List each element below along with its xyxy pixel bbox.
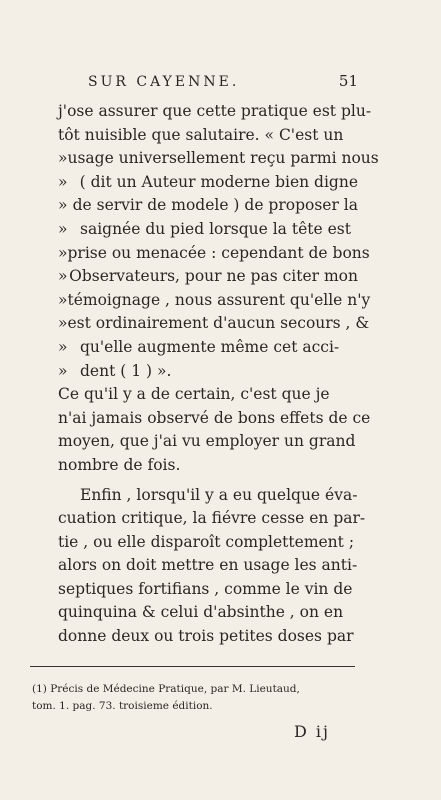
- quoted-line: » prise ou menacée : cependant de bons: [58, 243, 370, 262]
- footnote: [32, 681, 367, 715]
- text-line: quinquina & celui d'absinthe , on en: [58, 603, 344, 622]
- quoted-line: » témoignage , nous assurent qu'elle n'y: [58, 290, 371, 309]
- quoted-line: » saignée du pied lorsque la tête est: [58, 219, 351, 238]
- body-text: [58, 100, 379, 649]
- quoted-line: » de servir de modele ) de proposer la: [58, 196, 358, 215]
- text-line: alors on doit mettre en usage les anti-: [58, 556, 358, 575]
- quoted-line: » usage universellement reçu parmi nous: [58, 149, 379, 168]
- footnote-line: tom. 1. pag. 73. troisieme édition.: [32, 700, 213, 712]
- text-line: j'ose assurer que cette pratique est plu-: [58, 102, 372, 120]
- quoted-line: » dent ( 1 ) ».: [58, 361, 172, 380]
- quoted-line: » qu'elle augmente même cet acci-: [58, 337, 340, 356]
- quoted-line: » ( dit un Auteur moderne bien digne: [58, 172, 358, 191]
- footnote-line: (1) Précis de Médecine Pratique, par M. Lieutaud,: [32, 683, 300, 695]
- text-line: tie , ou elle disparoît complettement ;: [58, 532, 355, 551]
- text-line: Ce qu'il y a de certain, c'est que je: [58, 385, 330, 404]
- page-number: 51: [338, 72, 358, 90]
- quoted-line: » est ordinairement d'aucun secours , &: [58, 314, 370, 333]
- text-line: septiques fortifians , comme le vin de: [58, 579, 353, 598]
- running-header: [88, 72, 358, 90]
- text-line: cuation critique, la fiévre cesse en par-: [58, 509, 366, 528]
- text-line: moyen, que j'ai vu employer un grand: [58, 432, 356, 451]
- running-title: SUR CAYENNE.: [88, 74, 240, 90]
- footnote-divider: [30, 666, 355, 667]
- text-line: donne deux ou trois petites doses par: [58, 627, 354, 646]
- signature-mark: D ij: [294, 722, 330, 741]
- text-line: Enfin , lorsqu'il y a eu quelque éva-: [80, 485, 358, 504]
- text-line: nombre de fois.: [58, 455, 181, 474]
- quoted-line: » Observateurs, pour ne pas citer mon: [58, 267, 358, 286]
- text-line: n'ai jamais observé de bons effets de ce: [58, 408, 371, 427]
- text-line: tôt nuisible que salutaire. « C'est un: [58, 125, 344, 144]
